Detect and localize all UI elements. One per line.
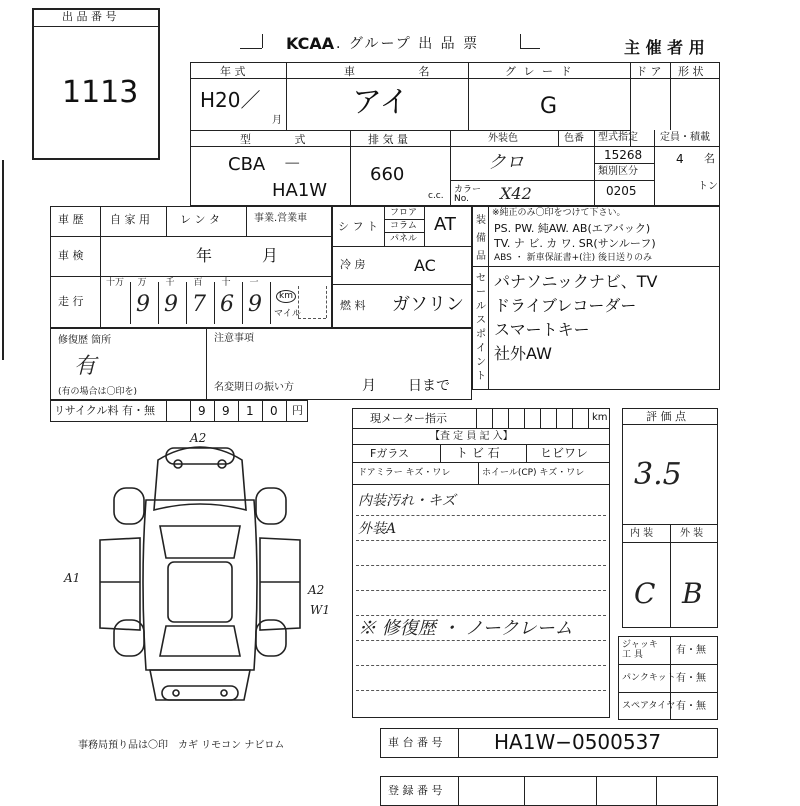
tool-label: ジャッキ工 具 xyxy=(622,640,658,660)
damage-mark: A2 xyxy=(190,431,207,445)
mileage-digit: 9 xyxy=(136,292,150,317)
registration-label: 登 録 番 号 xyxy=(388,784,443,797)
displacement-label: 排 気 量 xyxy=(368,133,408,146)
color-no-value: X42 xyxy=(500,184,532,203)
year-value: H20／ xyxy=(200,88,261,112)
recycle-digit: 9 xyxy=(222,404,230,418)
tool-value: 有・無 xyxy=(676,673,706,684)
equipment-note: ※純正のみ〇印をつけて下さい。 xyxy=(492,208,626,218)
chassis-label: 車 台 番 号 xyxy=(388,736,443,749)
copy-label: 主 催 者 用 xyxy=(624,38,705,57)
grade-value: 3.5 xyxy=(634,457,682,492)
repair-value: 有 xyxy=(74,354,97,379)
mileage-unit: 千 xyxy=(165,278,175,288)
type-value-1: CBA － xyxy=(228,154,302,175)
car-rear-window xyxy=(160,626,240,656)
deadline-day: 日まで xyxy=(408,378,450,394)
damage-mark: W1 xyxy=(310,603,330,617)
lot-number-label: 出 品 番 号 xyxy=(62,10,117,23)
shift-value: AT xyxy=(434,214,456,235)
selling-point: スマートキー xyxy=(494,320,590,339)
deadline-label: 名変期日の振い方 xyxy=(214,382,294,393)
mileage-digit: 6 xyxy=(220,292,234,317)
month-unit: 月 xyxy=(272,115,282,126)
capacity-unit: 名 xyxy=(704,152,715,165)
mileage-unit: 十万 xyxy=(106,278,125,288)
kcaa-logo: KCAA xyxy=(286,34,335,53)
wheel-label: ホイール(CP) キズ・ワレ xyxy=(482,468,585,478)
interior-label: 内 装 xyxy=(630,528,654,539)
tool-label: スペアタイヤ xyxy=(622,701,676,711)
usage-label: 車 歴 xyxy=(58,213,84,226)
recycle-digit: 0 xyxy=(270,404,278,418)
year-label: 年 式 xyxy=(220,65,246,78)
mileage-unit: 一 xyxy=(249,278,259,288)
capacity-value: 4 xyxy=(676,152,684,166)
damage-mark: A2 xyxy=(308,583,325,597)
mirror-label: ドアミラー キズ・ワレ xyxy=(358,468,451,478)
ac-label: 冷 房 xyxy=(340,258,366,271)
equipment-line-1: PS. PW. 純AW. AB(エアバック) xyxy=(494,222,651,235)
recycle-digit: 1 xyxy=(246,404,254,418)
lot-number: 1113 xyxy=(62,75,139,110)
recycle-unit: 円 xyxy=(292,404,303,417)
shift-floor: フロア xyxy=(390,208,418,218)
exterior-grade: B xyxy=(682,577,703,610)
meter-km: km xyxy=(592,412,608,423)
recycle-label: リサイクル料 有・無 xyxy=(54,404,155,417)
model-label: 車 名 xyxy=(344,65,460,78)
mileage-digit: 9 xyxy=(248,292,262,317)
selling-point: ドライブレコーダー xyxy=(494,296,637,315)
inspector-remark: 外装A xyxy=(358,521,397,537)
ac-value: AC xyxy=(414,256,436,275)
damage-mark: A1 xyxy=(64,571,81,585)
glass-label: Fガラス xyxy=(370,447,409,460)
inspector-remark: 内装汚れ・キズ xyxy=(358,493,456,509)
color-no-prefix: カラー No. xyxy=(454,185,482,204)
shift-column: コラム xyxy=(390,221,417,231)
equipment-line-3: ABS ・ 新車保証書+(注) 後日送りのみ xyxy=(494,253,653,263)
car-damage-diagram xyxy=(80,430,320,730)
interior-grade: C xyxy=(634,577,656,610)
fuel-label: 燃 料 xyxy=(340,299,366,312)
exterior-color-label: 外装色 xyxy=(488,133,518,144)
equipment-line-2: TV. ナ ビ. カ ワ. SR(サンルーフ) xyxy=(494,237,656,250)
inspection-label: 車 検 xyxy=(58,249,84,262)
mileage-label: 走 行 xyxy=(58,295,84,308)
form-title: . グループ 出 品 票 xyxy=(336,36,480,52)
color-no-label: 色番 xyxy=(564,133,584,144)
type-value-2: HA1W xyxy=(272,180,328,201)
usage-private: 自 家 用 xyxy=(110,213,150,226)
car-wheel xyxy=(114,488,144,524)
car-roof xyxy=(168,562,232,622)
inspection-month-unit: 月 xyxy=(262,246,279,265)
mileage-digit: 7 xyxy=(192,292,206,317)
displacement-value: 660 xyxy=(370,164,405,185)
inspector-remark: ※ 修復歴 ・ ノークレーム xyxy=(358,618,573,639)
selling-point: パナソニックナビ、TV xyxy=(494,272,658,291)
office-note: 事務局預り品は〇印 カギ リモコン ナビロム xyxy=(78,740,285,751)
class-value: 0205 xyxy=(606,184,637,198)
notes-label: 注意事項 xyxy=(214,333,254,344)
cc-unit: c.c. xyxy=(428,191,444,201)
deadline-month: 月 xyxy=(362,378,376,394)
repair-note: (有の場合は〇印を) xyxy=(58,387,138,397)
selling-point: 社外AW xyxy=(494,344,552,363)
grade-label: グ レ ー ド xyxy=(505,65,574,78)
mile-unit: マイル xyxy=(274,309,301,319)
model-value: アイ xyxy=(352,85,410,120)
grade-value: G xyxy=(540,94,558,119)
capacity-label: 定員・積載 xyxy=(660,132,710,143)
km-unit: km xyxy=(276,290,296,303)
inspector-section-label: 【査 定 員 記 入】 xyxy=(430,431,513,442)
mileage-digit: 9 xyxy=(164,292,178,317)
grade-label: 評 価 点 xyxy=(646,410,686,423)
chassis-number: HA1W−0500537 xyxy=(494,730,662,754)
mileage-unit: 十 xyxy=(221,278,231,288)
meter-label: 現メーター指示 xyxy=(370,412,447,425)
load-unit: トン xyxy=(698,181,718,192)
recycle-digit: 9 xyxy=(198,404,206,418)
fuel-value: ガソリン xyxy=(392,294,464,315)
exterior-label: 外 装 xyxy=(680,528,704,539)
shift-label: シ フ ト xyxy=(338,220,378,233)
car-wheel xyxy=(256,488,286,524)
cracks-label: ヒビワレ xyxy=(540,446,589,460)
car-right-side xyxy=(260,538,300,630)
class-label: 類別区分 xyxy=(598,166,638,177)
shift-panel: パネル xyxy=(390,234,418,244)
mileage-unit: 万 xyxy=(137,278,147,288)
repair-label: 修復歴 箇所 xyxy=(58,335,112,346)
equipment-label: 装 備 品 xyxy=(476,215,486,262)
usage-rental: レ ン タ xyxy=(180,213,220,226)
type-label: 型 式 xyxy=(240,133,326,146)
tool-value: 有・無 xyxy=(676,645,706,656)
designation-label: 型式指定 xyxy=(598,132,638,143)
designation-value: 15268 xyxy=(604,148,643,162)
inspection-year-unit: 年 xyxy=(196,246,213,265)
car-rear xyxy=(150,670,250,700)
body-label: 形 状 xyxy=(678,65,704,78)
tool-value: 有・無 xyxy=(676,701,706,712)
car-left-side xyxy=(100,538,140,630)
doors-label: ド ア xyxy=(636,65,662,78)
mileage-unit: 百 xyxy=(193,278,203,288)
selling-points-label: セ ー ル ス ポ イ ン ト xyxy=(476,273,486,382)
usage-business: 事業.営業車 xyxy=(254,213,308,224)
tool-label: パンクキット xyxy=(622,673,676,683)
chips-label: ト ビ 石 xyxy=(456,446,500,460)
exterior-color-value: クロ xyxy=(488,152,524,173)
car-windshield xyxy=(160,526,240,558)
